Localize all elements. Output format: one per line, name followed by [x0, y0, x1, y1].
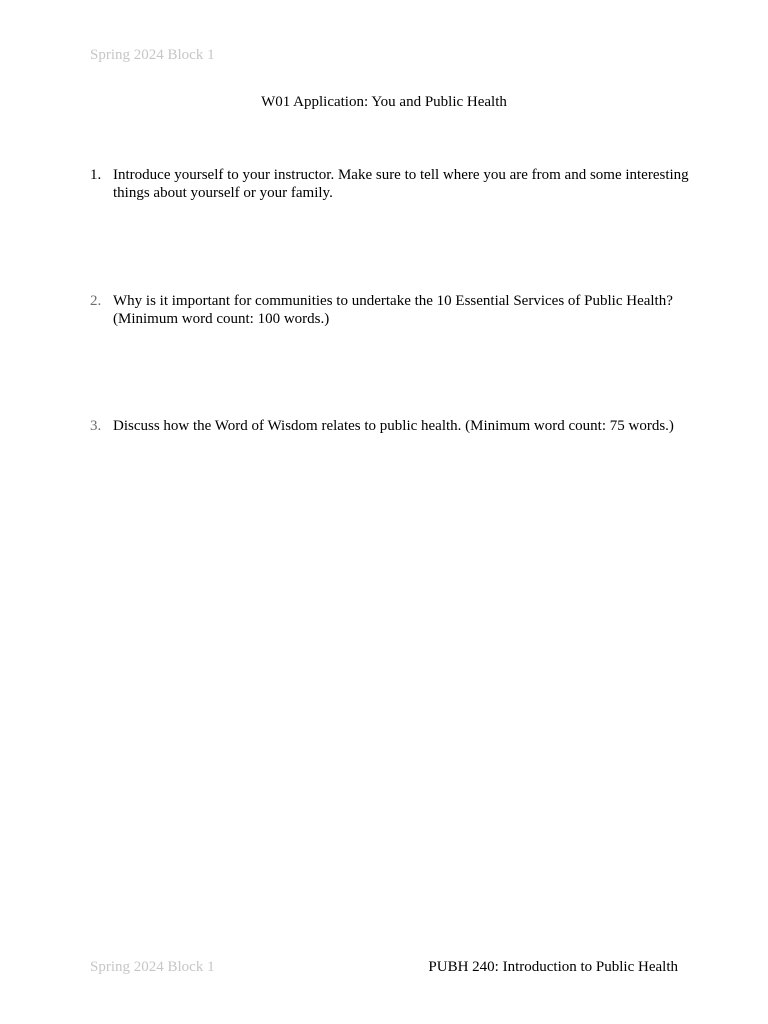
question-number: 3. — [90, 418, 102, 434]
question-item — [90, 292, 690, 328]
question-number: 1. — [90, 167, 102, 183]
question-text: Introduce yourself to your instructor. Make sure to tell where you are from and some interesting things about yourself or your family. — [113, 167, 689, 201]
question-item — [90, 417, 690, 435]
question-number: 2. — [90, 293, 102, 309]
question-text: Why is it important for communities to undertake the 10 Essential Services of Public Health? (Minimum word count: 100 words.) — [113, 293, 673, 327]
page-header: Spring 2024 Block 1 — [90, 47, 215, 63]
question-item — [90, 166, 690, 202]
page-footer-course: PUBH 240: Introduction to Public Health — [428, 959, 678, 975]
document-title: W01 Application: You and Public Health — [261, 94, 507, 110]
page-footer-left: Spring 2024 Block 1 — [90, 959, 215, 975]
question-text: Discuss how the Word of Wisdom relates to public health. (Minimum word count: 75 words.) — [113, 418, 674, 434]
